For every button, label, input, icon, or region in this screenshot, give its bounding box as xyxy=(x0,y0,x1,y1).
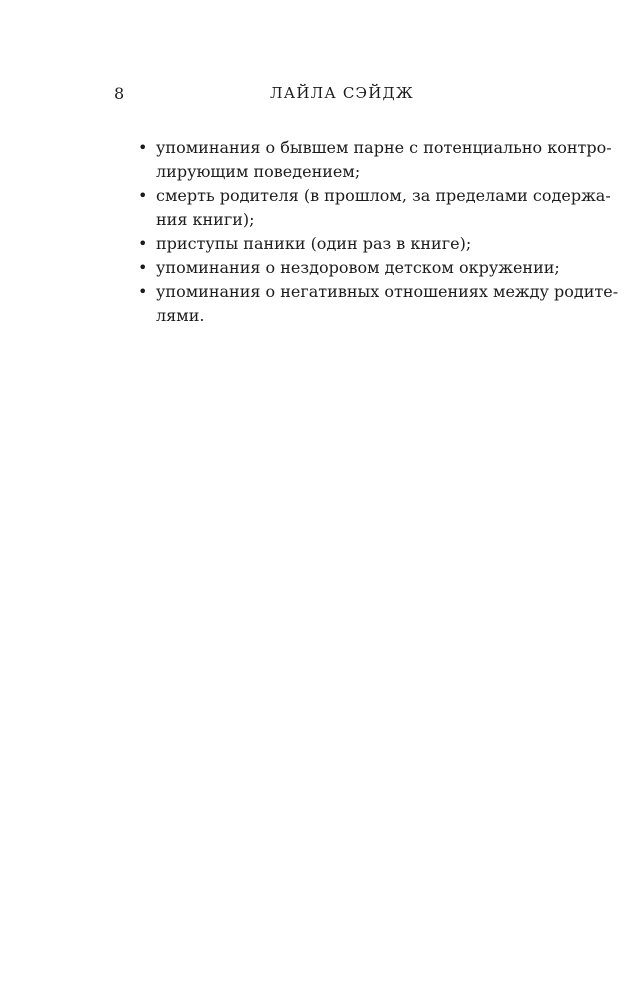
list-item-line: смерть родителя (в прошлом, за пределами содержа- xyxy=(156,186,611,205)
bullet-icon: • xyxy=(138,234,148,253)
trigger-warning-list xyxy=(138,136,619,328)
bullet-icon: • xyxy=(138,282,148,301)
list-item xyxy=(138,256,568,280)
list-item-line: упоминания о негативных отношениях между родите- xyxy=(156,282,619,301)
page-content xyxy=(138,136,619,328)
list-item-line: упоминания о бывшем парне с потенциально контро- xyxy=(156,138,612,157)
running-title: ЛАЙЛА СЭЙДЖ xyxy=(270,84,414,102)
list-item xyxy=(138,136,612,184)
list-item-line: лями. xyxy=(156,306,205,325)
bullet-icon: • xyxy=(138,258,148,277)
list-item xyxy=(138,232,568,256)
list-item-line: лирующим поведением; xyxy=(156,162,361,181)
running-head xyxy=(114,84,570,108)
list-item xyxy=(138,184,611,232)
bullet-icon: • xyxy=(138,138,148,157)
bullet-icon: • xyxy=(138,186,148,205)
list-item-line: упоминания о нездоровом детском окружении; xyxy=(156,258,560,277)
page-number: 8 xyxy=(114,84,125,103)
list-item xyxy=(138,280,619,328)
list-item-line: приступы паники (один раз в книге); xyxy=(156,234,472,253)
list-item-line: ния книги); xyxy=(156,210,255,229)
